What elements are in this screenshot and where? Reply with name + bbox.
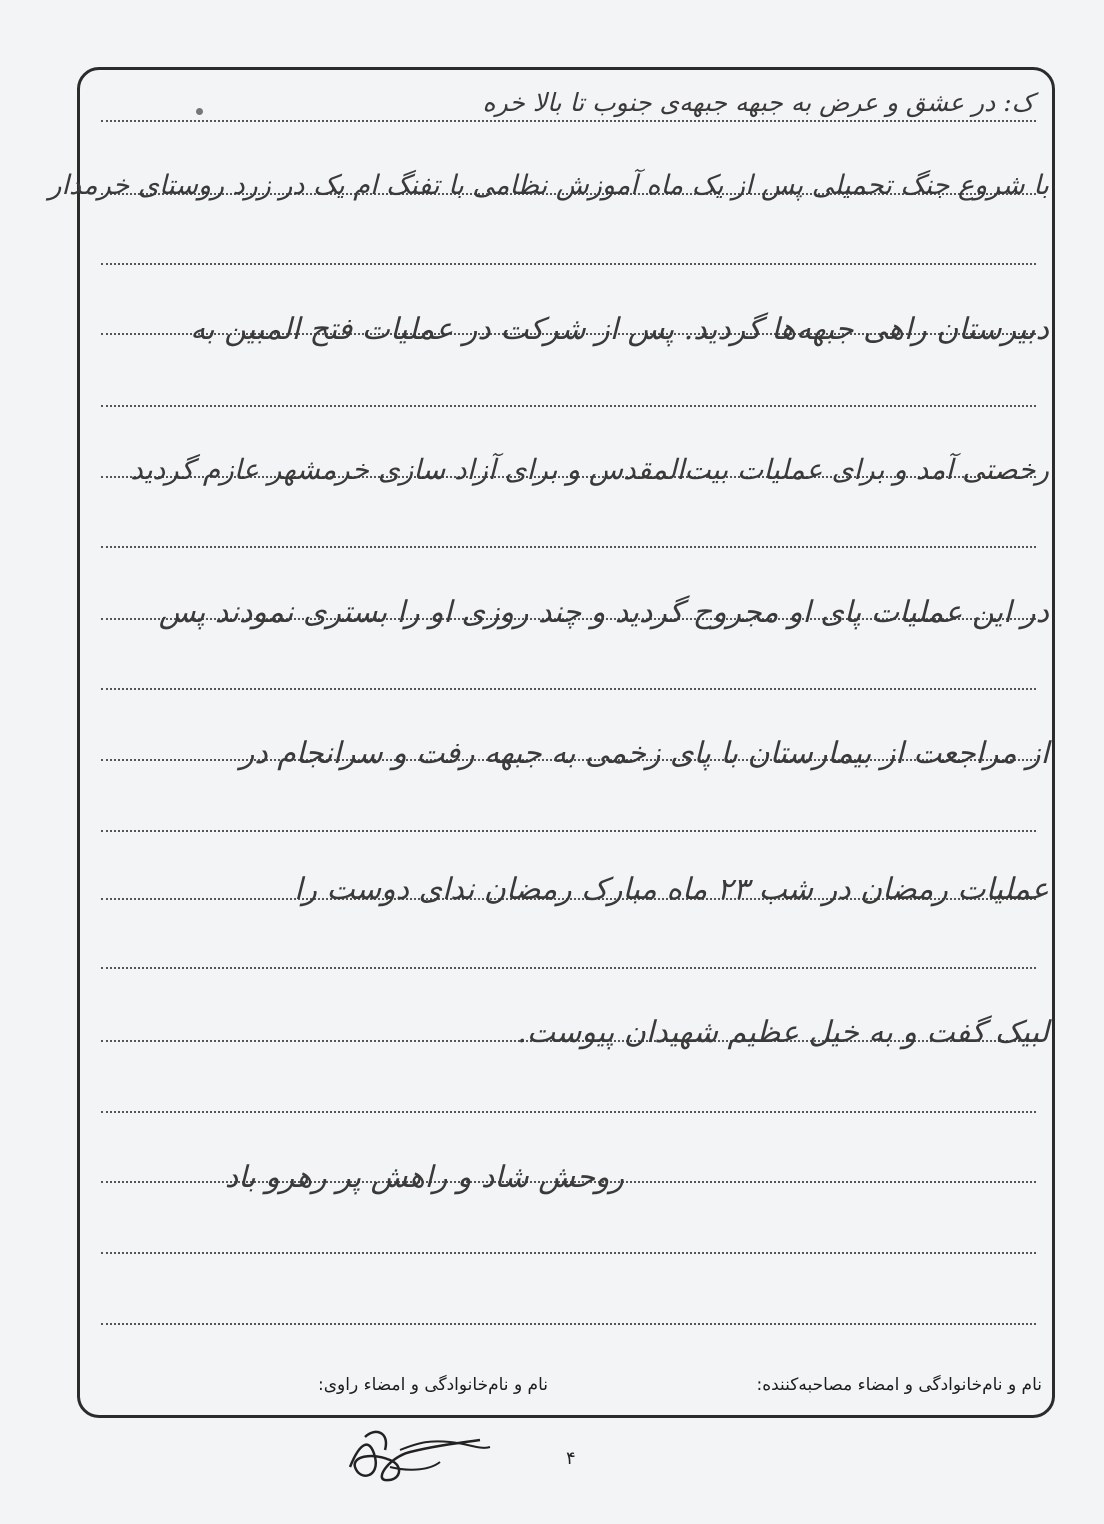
- handwritten-line: ک: در عشق و عرض به جبهه جبهه‌ی جنوب تا بالا خره: [482, 88, 1034, 117]
- ruled-line: [101, 1323, 1036, 1325]
- ruled-line: [101, 967, 1036, 969]
- ruled-line: [101, 830, 1036, 832]
- handwritten-line: از مراجعت از بیمارستان با پای زخمی به جبهه رفت و سرانجام در: [239, 736, 1049, 771]
- handwritten-line: رخصتی آمد و برای عملیات بیت‌المقدس و برای آزاد سازی خرمشهر عازم گردید: [130, 453, 1049, 486]
- interviewer-signature-label: نام و نام‌خانوادگی و امضاء مصاحبه‌کننده:: [756, 1375, 1042, 1395]
- handwritten-line: لبیک گفت و به خیل عظیم شهیدان پیوست.: [517, 1015, 1049, 1050]
- ruled-line: [101, 120, 1036, 122]
- ruled-line: [101, 546, 1036, 548]
- handwritten-line: دبیرستان راهی جبهه‌ها گردید. پس از شرکت در عملیات فتح المبین به: [190, 312, 1049, 347]
- ruled-line: [101, 263, 1036, 265]
- ink-speck: [196, 108, 203, 115]
- narrator-signature-label: نام و نام‌خانوادگی و امضاء راوی:: [318, 1375, 548, 1395]
- ruled-line: [101, 688, 1036, 690]
- handwritten-line: با شروع جنگ تحمیلی پس از یک ماه آموزش نظامی با تفنگ ام یک در زرد روستای خرمدار: [48, 170, 1049, 201]
- ruled-line: [101, 1252, 1036, 1254]
- handwritten-line: در این عملیات پای او مجروح گردید و چند روزی او را بستری نمودند پس: [158, 595, 1049, 630]
- handwritten-line: عملیات رمضان در شب ۲۳ ماه مبارک رمضان ندای دوست را: [294, 872, 1049, 907]
- handwritten-line: روحش شاد و راهش پر رهرو باد: [224, 1160, 624, 1195]
- page-number: ۴: [566, 1448, 576, 1469]
- ruled-line: [101, 405, 1036, 407]
- signature-image: [330, 1422, 510, 1492]
- ruled-line: [101, 1111, 1036, 1113]
